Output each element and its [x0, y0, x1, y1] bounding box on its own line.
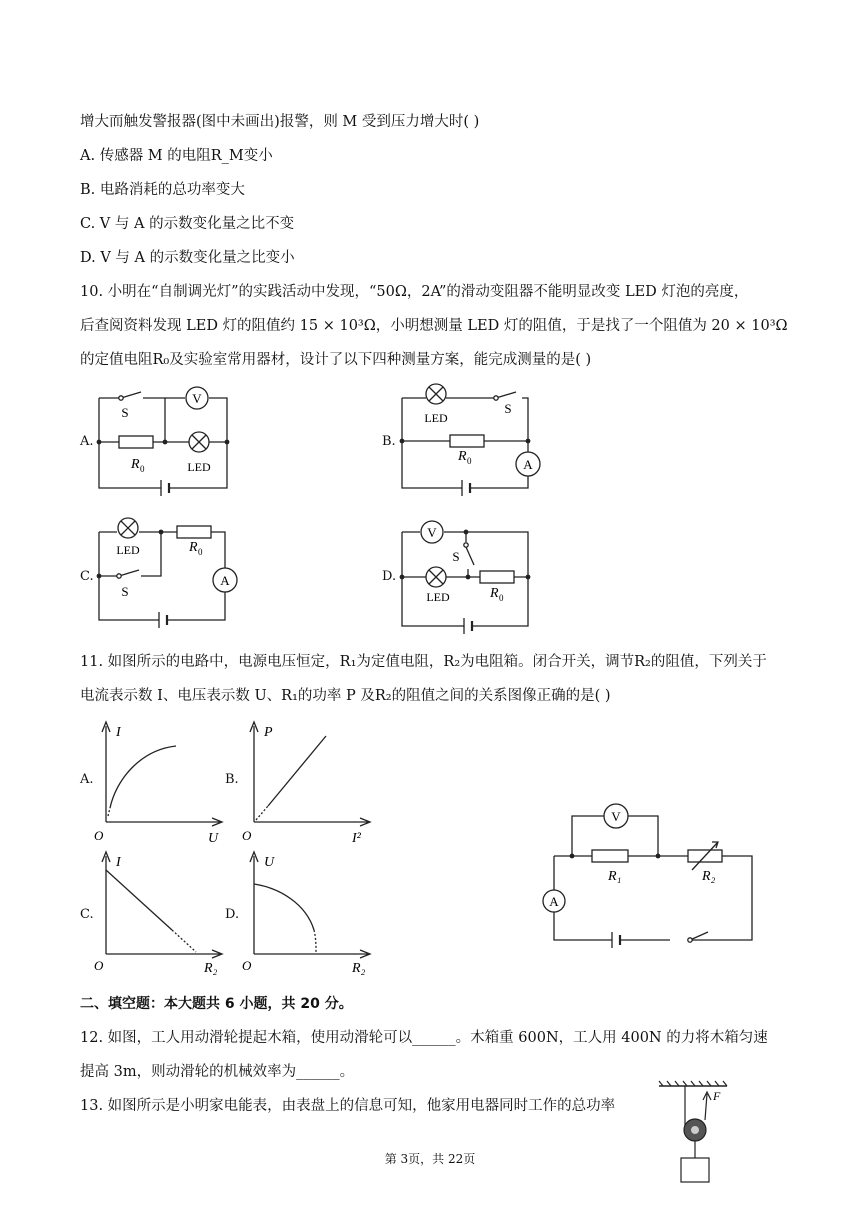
- voltmeter-label: V: [427, 525, 437, 540]
- q11-circuit: [540, 800, 760, 950]
- pulley-figure: [655, 1080, 735, 1190]
- q11-graph-a: [92, 718, 227, 848]
- q10-circuit-d: [398, 518, 538, 633]
- led-label: LED: [187, 460, 211, 474]
- q12-stem-line2: 提高 3m，则动滑轮的机械效率为______。: [80, 1064, 355, 1080]
- resistor-label: R: [189, 540, 198, 555]
- q10-label-a: A.: [80, 434, 94, 449]
- q9-option-b: B. 电路消耗的总功率变大: [80, 182, 245, 198]
- voltmeter-label: V: [192, 391, 202, 406]
- q11-label-c: C.: [80, 907, 94, 922]
- led-label: LED: [424, 411, 448, 425]
- q10-circuit-c: [95, 518, 240, 628]
- origin-label: O: [94, 828, 104, 843]
- r2-label: R₂: [702, 869, 716, 884]
- q10-label-c: C.: [80, 569, 94, 584]
- x-axis-label: U: [208, 831, 219, 846]
- resistor-label: R: [490, 586, 499, 601]
- x-axis-label: R₂: [352, 961, 366, 976]
- q10-stem-line3: 的定值电阻R₀及实验室常用器材，设计了以下四种测量方案，能完成测量的是( ): [80, 352, 592, 368]
- y-axis-label: I: [116, 725, 121, 740]
- q9-option-a: A. 传感器 M 的电阻R_M变小: [80, 148, 273, 164]
- x-axis-label: I²: [352, 831, 361, 846]
- y-axis-label: U: [264, 855, 275, 870]
- q10-stem-line1: 10. 小明在“自制调光灯”的实践活动中发现，“50Ω，2A”的滑动变阻器不能明显改变 LED 灯泡的亮度，: [80, 284, 749, 300]
- resistor-sub: 0: [467, 456, 472, 466]
- ammeter-label: A: [549, 894, 559, 909]
- origin-label: O: [242, 958, 252, 973]
- q11-label-d: D.: [225, 907, 240, 922]
- ammeter-label: A: [220, 573, 230, 588]
- switch-label: S: [452, 549, 460, 564]
- ammeter-label: A: [523, 457, 533, 472]
- q9-option-c: C. V 与 A 的示数变化量之比不变: [80, 216, 295, 232]
- resistor-sub: 0: [499, 593, 504, 603]
- origin-label: O: [94, 958, 104, 973]
- section-heading: 二、填空题：本大题共 6 小题，共 20 分。: [80, 996, 353, 1012]
- switch-label: S: [504, 401, 512, 416]
- r1-label: R₁: [608, 869, 622, 884]
- q10-stem-line2: 后查阅资料发现 LED 灯的阻值约 15 × 10³Ω，小明想测量 LED 灯的阻值，于是找了一个阻值为 20 × 10³Ω: [80, 318, 788, 334]
- origin-label: O: [242, 828, 252, 843]
- q9-option-d: D. V 与 A 的示数变化量之比变小: [80, 250, 295, 266]
- switch-label: S: [121, 584, 129, 599]
- q9-stem-cont: 增大而触发警报器(图中未画出)报警，则 M 受到压力增大时( ): [80, 114, 480, 130]
- q13-stem-line1: 13. 如图所示是小明家电能表，由表盘上的信息可知，他家用电器同时工作的总功率: [80, 1098, 616, 1114]
- q11-graph-d: [240, 848, 375, 976]
- voltmeter-label: V: [611, 809, 621, 824]
- q11-graph-c: [92, 848, 227, 976]
- q11-stem-line1: 11. 如图所示的电路中，电源电压恒定，R₁为定值电阻，R₂为电阻箱。闭合开关，调节R₂的阻值，下列关于: [80, 654, 767, 670]
- y-axis-label: I: [116, 855, 121, 870]
- resistor-sub: 0: [198, 547, 203, 557]
- q11-label-a: A.: [80, 772, 94, 787]
- q12-stem-line1: 12. 如图，工人用动滑轮提起木箱，使用动滑轮可以______。木箱重 600N，工人用 400N 的力将木箱匀速: [80, 1030, 768, 1046]
- led-label: LED: [116, 543, 140, 557]
- page-footer: 第 3页，共 22页: [384, 1152, 476, 1166]
- q10-circuit-a: [95, 380, 235, 495]
- q11-stem-line2: 电流表示数 I、电压表示数 U、R₁的功率 P 及R₂的阻值之间的关系图像正确的是( ): [80, 688, 611, 704]
- resistor-label: R: [458, 449, 467, 464]
- q10-label-b: B.: [382, 434, 396, 449]
- resistor-sub: 0: [140, 464, 145, 474]
- q10-label-d: D.: [382, 569, 397, 584]
- q11-graph-b: [240, 718, 375, 848]
- resistor-label: R: [131, 457, 140, 472]
- q11-label-b: B.: [225, 772, 239, 787]
- y-axis-label: P: [264, 725, 273, 740]
- q10-circuit-b: [398, 380, 543, 495]
- led-label: LED: [426, 590, 450, 604]
- x-axis-label: R₂: [204, 961, 218, 976]
- switch-label: S: [121, 405, 129, 420]
- force-label: F: [713, 1089, 721, 1103]
